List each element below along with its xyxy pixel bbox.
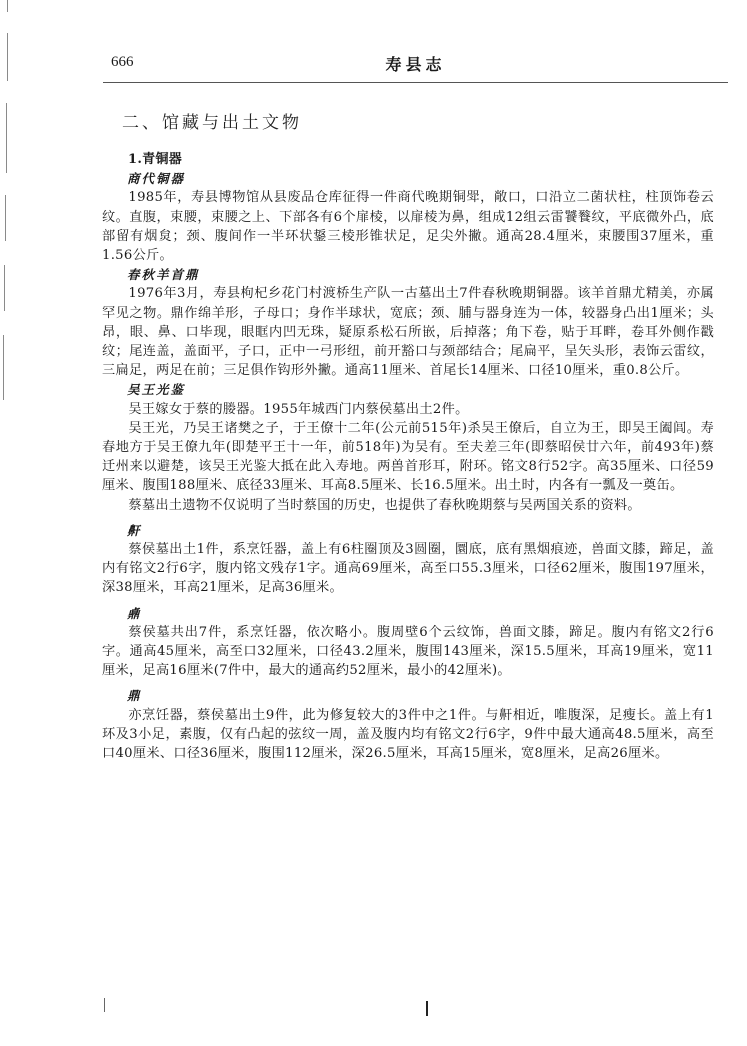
body-text bbox=[102, 150, 714, 763]
paragraph: 蔡侯墓出土1件，系烹饪器，盖上有6柱圈顶及3圆圈，圜底，底有黑烟痕迹，兽面文膝，蹄足，盖内有铭文2行6字，腹内铭文残存1字。通高69厘米，高至口55.3厘米，口径62厘米，腹围197厘米，深38厘米，耳高21厘米，足高36厘米。 bbox=[102, 542, 714, 596]
scan-binding-mark bbox=[7, 33, 8, 81]
scan-binding-mark bbox=[7, 0, 8, 12]
scan-artifact-mark bbox=[104, 998, 105, 1012]
paragraph: 蔡侯墓共出7件，系烹饪器，依次略小。腹周壁6个云纹饰，兽面文膝，蹄足。腹内有铭文2行6字。通高45厘米，高至口32厘米，口径43.2厘米，腹围143厘米，深15.5厘米，耳高19厘米，宽11厘米，足高16厘米(7件中，最大的通高约52厘米，最小的42厘米)。 bbox=[102, 624, 714, 679]
page-header bbox=[103, 52, 728, 83]
section-title: 二、馆藏与出土文物 bbox=[122, 113, 302, 133]
scan-binding-mark bbox=[3, 335, 4, 400]
paragraph: 1985年，寿县博物馆从县废品仓库征得一件商代晚期铜斝，敞口，口沿立二菌状柱，柱顶饰卷云纹。直腹，束腰，束腰之上、下部各有6个扉棱，以扉棱为鼻，组成12组云雷饕餮纹，平底微外凸，底部留有烟炱；颈、腹间作一半环状鋬三棱形锥状足，足尖外撇。通高28.4厘米，束腰围37厘米，重1.56公斤。 bbox=[102, 190, 714, 264]
entry-heading: 春秋羊首鼎 bbox=[127, 267, 200, 283]
paragraph: 蔡墓出土遗物不仅说明了当时蔡国的历史，也提供了春秋晚期蔡与吴两国关系的资料。 bbox=[128, 497, 641, 513]
entry-heading: 鼾 bbox=[127, 522, 142, 538]
entry-heading: 鼑 bbox=[127, 605, 142, 621]
scan-binding-mark bbox=[4, 265, 5, 311]
paragraph: 1976年3月，寿县枸杞乡花门村渡桥生产队一古墓出土7件春秋晚期铜器。该羊首鼎尤精美，亦属罕见之物。鼎作绵羊形，子母口；身作半球状，宽底；颈、脯与器身连为一体，较器身凸出1厘米；头昂，眼、鼻、口毕现，眼眶内凹无珠，疑原系松石所嵌，后掉落；角下卷，贴于耳畔，卷耳外侧作戳纹；尾连盖，盖面平，子口，正中一弓形纽，前开豁口与颈部结合；尾扁平，呈矢头形，表饰云雷纹，三扁足，两足在前；三足俱作钩形外撇。通高11厘米、首尾长14厘米、口径10厘米，重0.8公斤。 bbox=[102, 286, 714, 379]
running-title: 寿县志 bbox=[385, 55, 446, 74]
scan-binding-mark bbox=[5, 195, 6, 241]
subsection-heading: 1.青铜器 bbox=[128, 152, 183, 167]
scan-binding-mark bbox=[6, 103, 7, 173]
scan-artifact-mark bbox=[426, 1001, 428, 1016]
page-number: 666 bbox=[111, 54, 134, 70]
paragraph: 亦烹饪器，蔡侯墓出土9件，此为修复较大的3件中之1件。与鼾相近，唯腹深，足瘦长。盖上有1环及3小足，素腹，仅有凸起的弦纹一周，盖及腹内均有铭文2行6字，9件中最大通高48.5厘米，高至口40厘米、口径36厘米，腹围112厘米，深26.5厘米，耳高15厘米，宽8厘米，足高26厘米。 bbox=[102, 707, 714, 762]
entry-heading: 吴王光鉴 bbox=[127, 382, 186, 398]
paragraph: 吴王嫁女于蔡的媵器。1955年城西门内蔡侯墓出土2件。 bbox=[128, 401, 469, 417]
entry-heading: 商代铜器 bbox=[127, 171, 186, 187]
entry-heading: 鼎 bbox=[127, 688, 142, 704]
paragraph: 吴王光，乃吴王诸樊之子，于王僚十二年(公元前515年)杀吴王僚后，自立为王，即吴王阖闾。寿春地方于吴王僚九年(即楚平王十一年，前518年)为吴有。至夫差三年(即蔡昭侯廿六年，前493年)蔡迁州来以避楚，该吴王光鉴大抵在此入寿地。两兽首形耳，附环。铭文8行52字。高35厘米、口径59厘米、腹围188厘米、底径33厘米、耳高8.5厘米、长16.5厘米。出土时，内各有一瓢及一奠缶。 bbox=[102, 420, 714, 494]
